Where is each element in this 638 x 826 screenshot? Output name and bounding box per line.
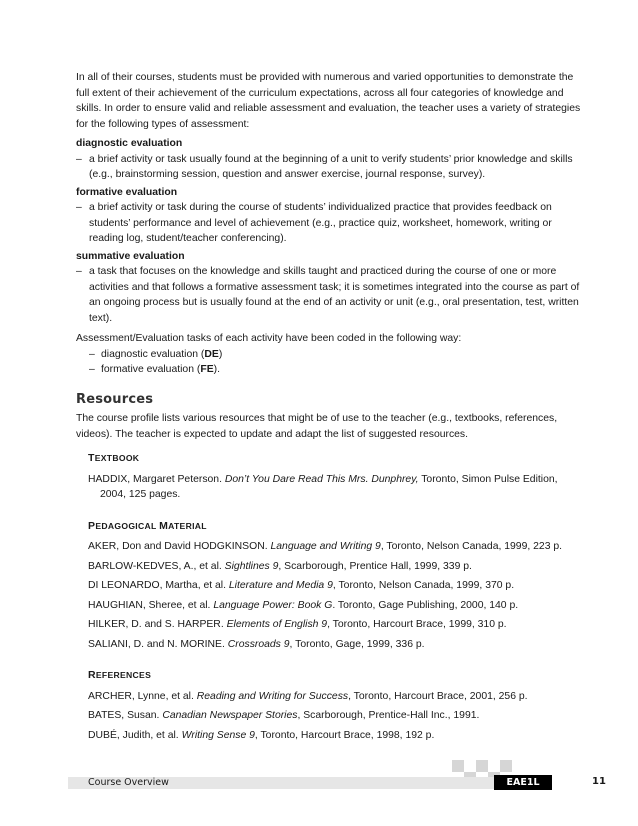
- definition-summative: a task that focuses on the knowledge and skills taught and practiced during the course of one or more activities and that follows a formative assessment task; it is sometimes integrated into the course as part of an ongoing process but is usually found at the end of an activity or unit (e.g., oral presentation, test, written text).: [89, 266, 580, 324]
- reference-title: Writing Sense 9: [181, 729, 255, 741]
- code-item-formative: – formative evaluation (FE).: [76, 362, 582, 378]
- reference-title: Don’t You Dare Read This Mrs. Dunphrey,: [224, 473, 419, 485]
- definition-formative: a brief activity or task during the course of students’ individualized practice that provides feedback on students’ performance and level of achievement (e.g., practice quiz, worksheet, homework, writing or reading log, student/teacher conferencing).: [89, 202, 552, 244]
- definition-diagnostic: a brief activity or task usually found at the beginning of a unit to verify students’ prior knowledge and skills (e.g., brainstorming session, question and answer exercise, journal response, survey).: [89, 153, 573, 180]
- reference-entry: DI LEONARDO, Martha, et al. Literature and Media 9, Toronto, Nelson Canada, 1999, 370 p.: [88, 580, 515, 591]
- reference-title: Literature and Media 9: [228, 580, 333, 591]
- term-formative: formative evaluation: [76, 186, 178, 198]
- reference-title: Canadian Newspaper Stories: [162, 710, 298, 721]
- category-heading-references: REFERENCES: [88, 669, 152, 681]
- reference-entry: BARLOW-KEDVES, A., et al. Sightlines 9, Scarborough, Prentice Hall, 1999, 339 p.: [88, 560, 472, 572]
- course-code-badge: EAE1L: [494, 775, 552, 790]
- reference-entry: ARCHER, Lynne, et al. Reading and Writing for Success, Toronto, Harcourt Brace, 2001, 256 p.: [88, 690, 528, 702]
- coding-intro: Assessment/Evaluation tasks of each activity have been coded in the following way:: [76, 333, 462, 344]
- code-item-diagnostic: – diagnostic evaluation (DE): [76, 347, 582, 363]
- dash-marker: –: [89, 364, 95, 375]
- resources-intro: The course profile lists various resources that might be of use to the teacher (e.g., textbooks, references, videos). The teacher is expected to update and adapt the list of suggested resources.: [76, 413, 558, 440]
- footer-section-label: Course Overview: [88, 777, 169, 788]
- reference-entry: HADDIX, Margaret Peterson. Don’t You Dare Read This Mrs. Dunphrey, Toronto, Simon Pulse Edition, 2004, 125 pages.: [88, 473, 558, 500]
- reference-entry: HILKER, D. and S. HARPER. Elements of English 9, Toronto, Harcourt Brace, 1999, 310 p.: [88, 619, 507, 630]
- reference-entry: HAUGHIAN, Sheree, et al. Language Power: Book G. Toronto, Gage Publishing, 2000, 140 p.: [88, 599, 519, 611]
- code-fe: FE: [200, 364, 214, 375]
- page-content: [76, 70, 582, 747]
- reference-title: Language Power: Book G: [213, 599, 333, 611]
- term-diagnostic: diagnostic evaluation: [76, 138, 183, 149]
- assessment-type-diagnostic: [76, 136, 582, 183]
- dash-marker: –: [76, 153, 82, 165]
- dash-marker: –: [89, 348, 95, 360]
- dash-marker: –: [76, 202, 82, 213]
- assessment-type-summative: [76, 249, 582, 327]
- reference-entry: AKER, Don and David HODGKINSON. Language and Writing 9, Toronto, Nelson Canada, 1999, 223 p.: [88, 541, 563, 552]
- section-heading-resources: Resources: [76, 391, 154, 407]
- term-summative: summative evaluation: [76, 250, 185, 262]
- reference-entry: SALIANI, D. and N. MORINE. Crossroads 9, Toronto, Gage, 1999, 336 p.: [88, 638, 425, 650]
- category-heading-textbook: TEXTBOOK: [88, 452, 140, 464]
- page-number: 11: [592, 776, 606, 787]
- reference-entry: DUBÉ, Judith, et al. Writing Sense 9, Toronto, Harcourt Brace, 1998, 192 p.: [88, 729, 435, 741]
- reference-title: Language and Writing 9: [270, 541, 381, 552]
- reference-title: Elements of English 9: [226, 619, 328, 630]
- dash-marker: –: [76, 266, 82, 277]
- reference-title: Sightlines 9: [224, 560, 279, 572]
- code-de: DE: [204, 348, 219, 360]
- resources-list: [76, 451, 582, 743]
- category-heading-pedagogical-material: PEDAGOGICAL MATERIAL: [88, 519, 207, 532]
- reference-title: Crossroads 9: [227, 638, 290, 650]
- reference-entry: BATES, Susan. Canadian Newspaper Stories, Scarborough, Prentice-Hall Inc., 1991.: [88, 710, 480, 721]
- assessment-type-formative: [76, 185, 582, 247]
- intro-paragraph: In all of their courses, students must be provided with numerous and varied opportunities to demonstrate the full extent of their achievement of the curriculum expectations, across all four categories of knowledge and skills. In order to ensure valid and reliable assessment and evaluation, the teacher uses a variety of strategies for the following types of assessment:: [76, 72, 581, 130]
- reference-title: Reading and Writing for Success: [196, 690, 349, 702]
